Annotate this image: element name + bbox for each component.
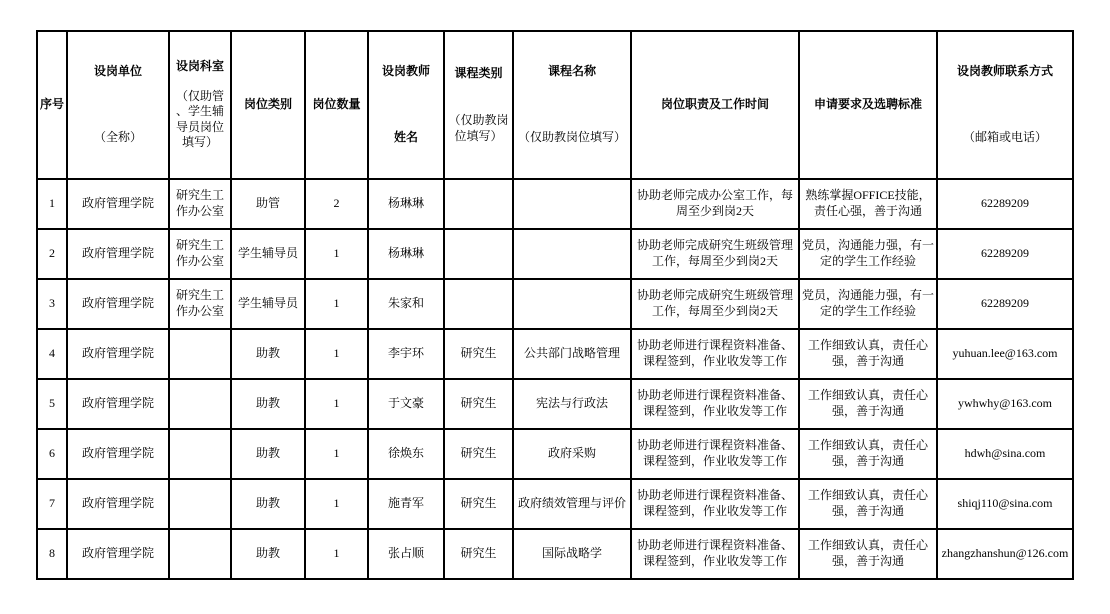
header-note: （邮箱或电话） [962,130,1047,144]
cell-category: 助教 [231,429,305,479]
cell-course-name: 国际战略学 [513,529,631,579]
cell-office [169,429,231,479]
cell-requirements: 工作细致认真，责任心强，善于沟通 [799,529,937,579]
cell-category: 学生辅导员 [231,229,305,279]
header-title: 岗位职责及工作时间 [660,97,769,112]
cell-seq: 4 [37,329,67,379]
table-row [37,179,1073,229]
cell-unit: 政府管理学院 [67,529,169,579]
col-header-unit [67,31,169,179]
cell-teacher: 杨琳琳 [368,179,444,229]
cell-duties: 协助老师完成研究生班级管理工作，每周至少到岗2天 [631,279,799,329]
cell-course-type [444,179,513,229]
cell-duties: 协助老师进行课程资料准备、课程签到，作业收发等工作 [631,329,799,379]
cell-duties: 协助老师进行课程资料准备、课程签到，作业收发等工作 [631,479,799,529]
cell-teacher: 李宇环 [368,329,444,379]
cell-seq: 6 [37,429,67,479]
col-header-duties [631,31,799,179]
cell-unit: 政府管理学院 [67,179,169,229]
cell-seq: 7 [37,479,67,529]
col-header-course-type [444,31,513,179]
cell-unit: 政府管理学院 [67,329,169,379]
cell-office: 研究生工作办公室 [169,229,231,279]
cell-unit: 政府管理学院 [67,279,169,329]
header-title: 设岗单位 [93,64,142,79]
cell-seq: 1 [37,179,67,229]
header-title: 申请要求及选聘标准 [813,97,922,112]
header-title: 课程类别 [454,65,503,80]
cell-contact: 62289209 [937,229,1073,279]
cell-seq: 3 [37,279,67,329]
cell-teacher: 施青军 [368,479,444,529]
cell-seq: 5 [37,379,67,429]
cell-seq: 8 [37,529,67,579]
header-note: （仅助管、学生辅导员岗位填写） [175,88,224,150]
cell-office: 研究生工作办公室 [169,179,231,229]
cell-duties: 协助老师完成研究生班级管理工作，每周至少到岗2天 [631,229,799,279]
cell-office: 研究生工作办公室 [169,279,231,329]
table-row [37,479,1073,529]
header-note: （仅助教岗位填写） [517,130,626,144]
cell-requirements: 工作细致认真，责任心强，善于沟通 [799,329,937,379]
cell-contact: shiqj110@sina.com [937,479,1073,529]
cell-category: 助教 [231,379,305,429]
cell-requirements: 党员，沟通能力强，有一定的学生工作经验 [799,229,937,279]
table-row [37,429,1073,479]
cell-course-type: 研究生 [444,479,513,529]
cell-contact: hdwh@sina.com [937,429,1073,479]
cell-course-name [513,229,631,279]
cell-seq: 2 [37,229,67,279]
cell-unit: 政府管理学院 [67,429,169,479]
header-title: 岗位类别 [243,97,292,112]
table-row [37,279,1073,329]
header-note: （全称） [93,130,142,144]
cell-requirements: 工作细致认真，责任心强，善于沟通 [799,429,937,479]
table-row [37,529,1073,579]
cell-course-name [513,279,631,329]
cell-count: 1 [305,329,368,379]
table-body [37,179,1073,579]
col-header-course-name [513,31,631,179]
cell-duties: 协助老师进行课程资料准备、课程签到，作业收发等工作 [631,379,799,429]
cell-count: 1 [305,429,368,479]
cell-course-name: 公共部门战略管理 [513,329,631,379]
cell-course-type [444,229,513,279]
cell-category: 学生辅导员 [231,279,305,329]
table-row [37,379,1073,429]
header-title: 课程名称 [547,64,596,79]
cell-course-name: 政府绩效管理与评价 [513,479,631,529]
cell-category: 助教 [231,329,305,379]
cell-count: 1 [305,229,368,279]
table-row [37,329,1073,379]
cell-course-type: 研究生 [444,329,513,379]
cell-course-type [444,279,513,329]
cell-teacher: 朱家和 [368,279,444,329]
header-row [37,31,1073,179]
col-header-requirements [799,31,937,179]
cell-teacher: 张占顺 [368,529,444,579]
cell-requirements: 工作细致认真，责任心强，善于沟通 [799,379,937,429]
cell-course-name: 宪法与行政法 [513,379,631,429]
header-title: 设岗科室 [175,59,224,74]
cell-course-type: 研究生 [444,529,513,579]
cell-contact: zhangzhanshun@126.com [937,529,1073,579]
cell-count: 1 [305,529,368,579]
col-header-count [305,31,368,179]
cell-unit: 政府管理学院 [67,379,169,429]
cell-category: 助教 [231,529,305,579]
cell-count: 1 [305,479,368,529]
col-header-teacher [368,31,444,179]
header-title: 序号 [40,97,65,112]
col-header-seq [37,31,67,179]
cell-count: 1 [305,379,368,429]
cell-course-name: 政府采购 [513,429,631,479]
cell-unit: 政府管理学院 [67,479,169,529]
cell-office [169,329,231,379]
cell-requirements: 工作细致认真，责任心强，善于沟通 [799,479,937,529]
cell-contact: 62289209 [937,179,1073,229]
cell-duties: 协助老师完成办公室工作，每周至少到岗2天 [631,179,799,229]
cell-course-type: 研究生 [444,429,513,479]
header-title: 岗位数量 [312,97,361,112]
cell-course-name [513,179,631,229]
col-header-contact [937,31,1073,179]
cell-teacher: 杨琳琳 [368,229,444,279]
header-title: 设岗教师联系方式 [956,64,1053,79]
cell-count: 2 [305,179,368,229]
header-note: （仅助教岗位填写） [448,113,509,143]
job-posting-table [36,30,1074,580]
cell-category: 助管 [231,179,305,229]
cell-teacher: 徐焕东 [368,429,444,479]
cell-duties: 协助老师进行课程资料准备、课程签到，作业收发等工作 [631,429,799,479]
cell-count: 1 [305,279,368,329]
col-header-category [231,31,305,179]
cell-contact: yuhuan.lee@163.com [937,329,1073,379]
cell-contact: ywhwhy@163.com [937,379,1073,429]
cell-category: 助教 [231,479,305,529]
col-header-office [169,31,231,179]
header-title: 设岗教师 [381,64,430,79]
cell-teacher: 于文豪 [368,379,444,429]
table-row [37,229,1073,279]
cell-office [169,479,231,529]
header-subtitle: 姓名 [393,130,418,144]
cell-office [169,379,231,429]
cell-requirements: 熟练掌握OFFICE技能，责任心强，善于沟通 [799,179,937,229]
cell-course-type: 研究生 [444,379,513,429]
cell-duties: 协助老师进行课程资料准备、课程签到，作业收发等工作 [631,529,799,579]
cell-contact: 62289209 [937,279,1073,329]
table-header [37,31,1073,179]
cell-office [169,529,231,579]
cell-requirements: 党员，沟通能力强，有一定的学生工作经验 [799,279,937,329]
cell-unit: 政府管理学院 [67,229,169,279]
